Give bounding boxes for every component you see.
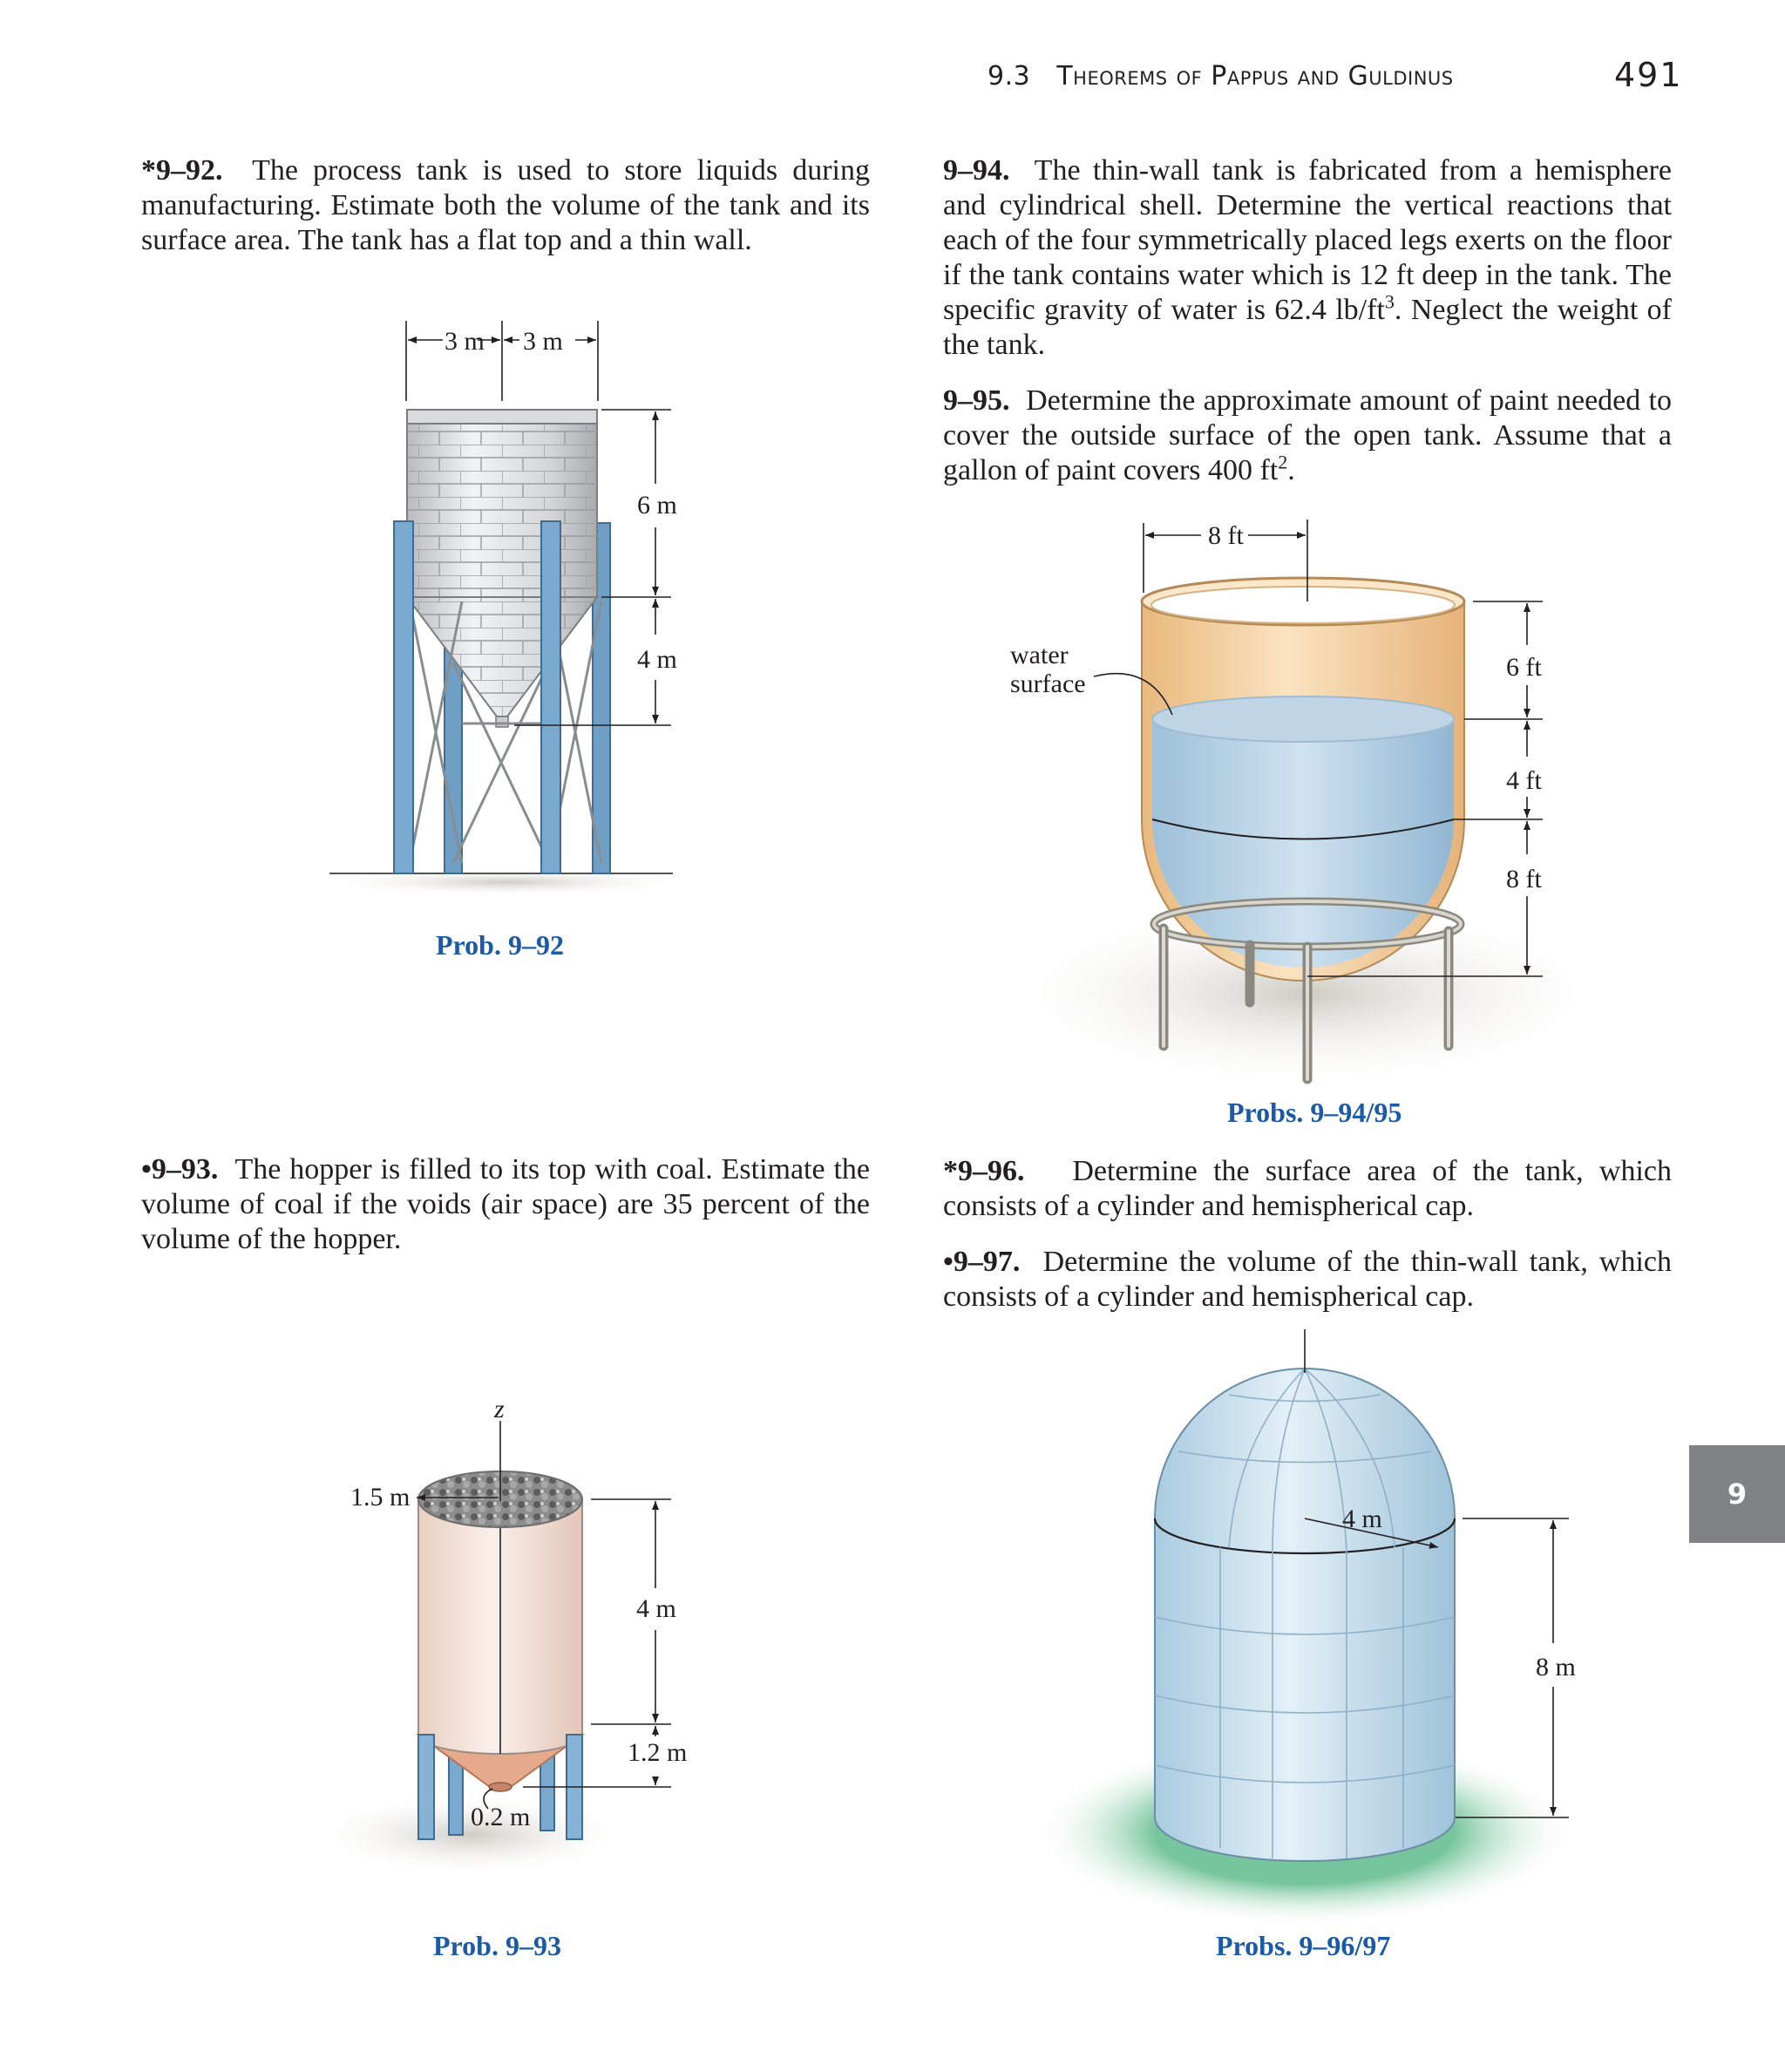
caption-prob-9-92: Prob. 9–92 — [436, 929, 564, 961]
label-water: water — [1010, 641, 1069, 669]
problem-text: Determine the approximate amount of paint needed to cover the outside surface of the open tank. Assume that a gallon of paint covers 400 ft — [943, 384, 1672, 486]
figure-process-tank — [314, 321, 697, 896]
problem-number: 9–94. — [943, 154, 1010, 187]
problem-number: •9–93. — [141, 1153, 219, 1185]
chapter-tab: 9 — [1689, 1445, 1785, 1543]
dim-height: 8 m — [1536, 1653, 1576, 1681]
problem-text: The process tank is used to store liquids during manufacturing. Estimate both the volume of the tank and its surface area. The tank has a flat top and a thin wall. — [141, 154, 870, 256]
dim-height-1: 6 ft — [1506, 653, 1542, 682]
dim-diameter: 0.2 m — [471, 1803, 531, 1831]
superscript: 3 — [1384, 290, 1395, 313]
dim-height-2: 4 m — [637, 645, 677, 674]
caption-probs-9-96-97: Probs. 9–96/97 — [1216, 1930, 1391, 1961]
problem-text: The thin-wall tank is fabricated from a hemisphere and cylindrical shell. Determine the vertical reactions that each of the four symmetrically placed legs exerts on the floor if the tank contains water which is 12 ft deep in the tank. The specific gravity of water is 62.4 lb/ft — [943, 154, 1672, 326]
problem-text-end: . — [1287, 454, 1295, 486]
dim-width-2: 3 m — [523, 327, 563, 356]
superscript: 2 — [1278, 451, 1288, 473]
problem-text: The hopper is filled to its top with coal. Estimate the volume of coal if the voids (air space) are 35 percent of the volume of the hopper. — [141, 1153, 870, 1255]
section-title: Theorems of Pappus and Guldinus — [1056, 61, 1454, 92]
caption-probs-9-94-95: Probs. 9–94/95 — [1227, 1097, 1402, 1128]
problem-text: Determine the volume of the thin-wall tank, which consists of a cylinder and hemispherical cap. — [943, 1246, 1672, 1313]
axis-z-label: z — [494, 1395, 505, 1423]
dim-height-3: 8 ft — [1506, 865, 1542, 893]
dim-height-1: 6 m — [637, 491, 677, 520]
dim-radius: 1.5 m — [350, 1483, 411, 1512]
dim-width-1: 3 m — [445, 327, 485, 356]
problem-number: *9–92. — [141, 154, 223, 187]
label-surface: surface — [1010, 669, 1086, 698]
problem-number: 9–95. — [943, 384, 1010, 417]
problem-number: •9–97. — [943, 1246, 1021, 1278]
section-number: 9.3 — [988, 61, 1031, 92]
dim-radius: 8 ft — [1208, 521, 1244, 550]
problem-text: Determine the surface area of the tank, which consists of a cylinder and hemispherical cap. — [943, 1155, 1672, 1222]
dim-height-1: 4 m — [636, 1594, 676, 1623]
dim-radius: 4 m — [1342, 1505, 1382, 1533]
figure-hopper — [305, 1395, 687, 1877]
problem-number: *9–96. — [943, 1155, 1025, 1187]
figure-domed-tank — [1035, 1329, 1576, 1926]
caption-prob-9-93: Prob. 9–93 — [433, 1930, 561, 1961]
dim-height-2: 4 ft — [1506, 766, 1542, 795]
page-number: 491 — [1614, 56, 1683, 94]
problem-text-end: . Neglect the weight of the tank. — [943, 294, 1672, 361]
dim-height-2: 1.2 m — [628, 1738, 688, 1767]
figure-open-tank — [985, 520, 1630, 1090]
